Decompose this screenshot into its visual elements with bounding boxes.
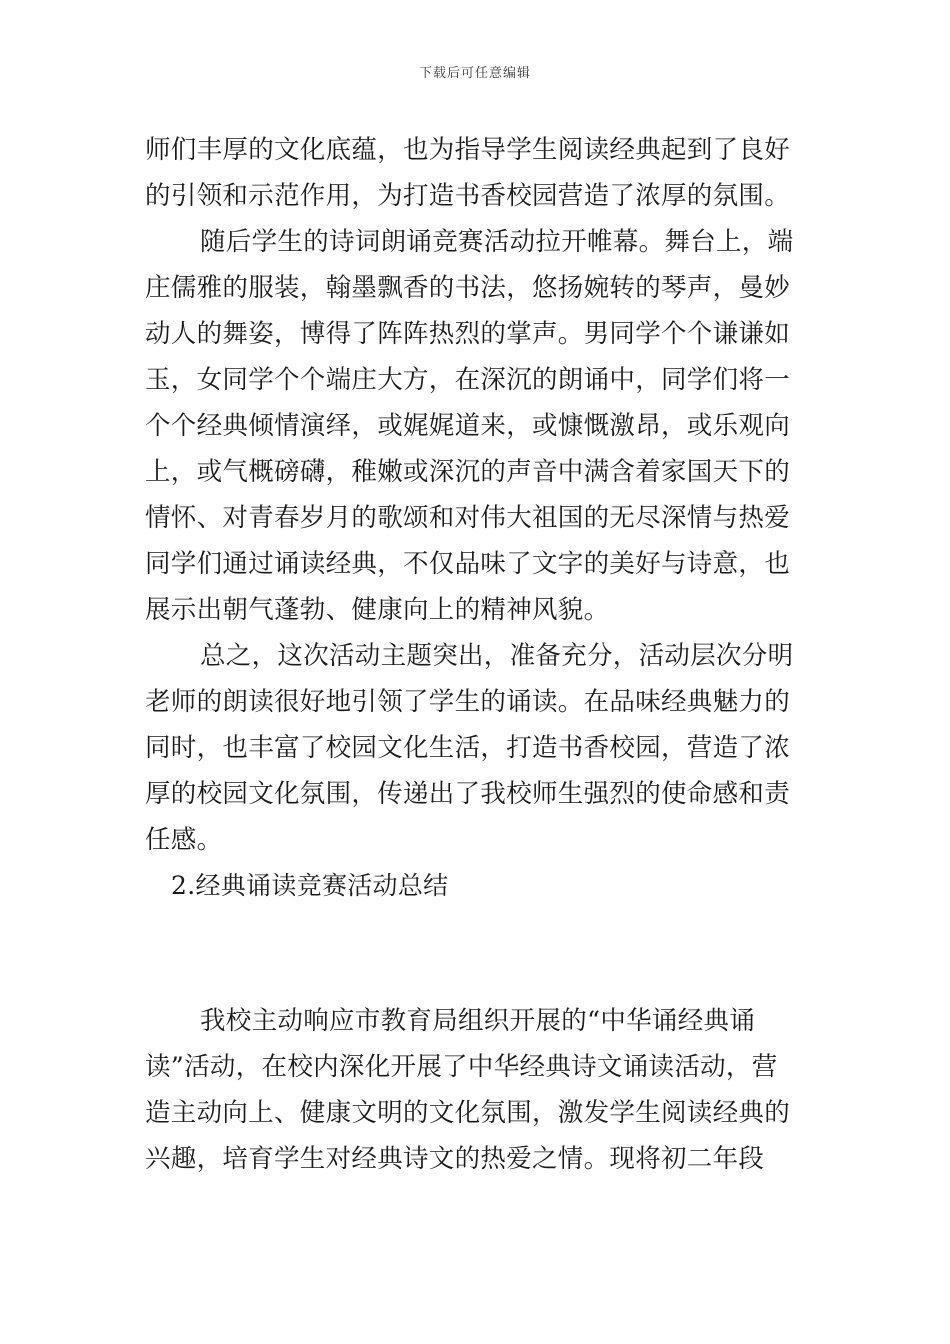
text-line: 读”活动，在校内深化开展了中华经典诗文诵读活动，营	[145, 1052, 778, 1082]
text-line: 庄儒雅的服装，翰墨飘香的书法，悠扬婉转的琴声，曼妙	[145, 273, 791, 303]
text-line: 任感。	[145, 825, 223, 855]
paragraph-summary	[145, 633, 810, 863]
paragraph-continuation	[145, 127, 810, 219]
header-note: 下载后可任意编辑	[418, 66, 531, 81]
text-line: 造主动向上、健康文明的文化氛围，激发学生阅读经典的	[145, 1098, 791, 1128]
spacer	[145, 909, 810, 998]
text-line: 老师的朗读很好地引领了学生的诵读。在品味经典魅力的	[145, 687, 791, 717]
paragraph-intro	[145, 998, 810, 1182]
text-line: 玉，女同学个个端庄大方，在深沉的朗诵中，同学们将一	[145, 365, 791, 395]
text-line: 总之，这次活动主题突出，准备充分，活动层次分明	[200, 641, 794, 671]
text-line: 情怀、对青春岁月的歌颂和对伟大祖国的无尽深情与热爱	[145, 503, 791, 533]
text-line: 兴趣，培育学生对经典诗文的热爱之情。现将初二年段	[145, 1144, 765, 1174]
text-line: 同学们通过诵读经典，不仅品味了文字的美好与诗意，也	[145, 549, 791, 579]
text-line: 上，或气概磅礴，稚嫩或深沉的声音中满含着家国天下的	[145, 457, 791, 487]
text-line: 同时，也丰富了校园文化生活，打造书香校园，营造了浓	[145, 733, 791, 763]
text-line: 我校主动响应市教育局组织开展的“中华诵经典诵	[200, 1006, 756, 1036]
section-heading: 2.经典诵读竞赛活动总结	[171, 871, 449, 900]
text-line: 随后学生的诗词朗诵竞赛活动拉开帷幕。舞台上，端	[200, 227, 794, 257]
text-line: 动人的舞姿，博得了阵阵热烈的掌声。男同学个个谦谦如	[145, 319, 791, 349]
text-line: 师们丰厚的文化底蕴，也为指导学生阅读经典起到了良好	[145, 135, 791, 165]
text-line: 展示出朝气蓬勃、健康向上的精神风貌。	[145, 595, 610, 625]
text-line: 的引领和示范作用，为打造书香校园营造了浓厚的氛围。	[145, 181, 791, 211]
document-body	[145, 127, 810, 1182]
paragraph-poetry-contest	[145, 219, 810, 633]
text-line: 个个经典倾情演绎，或娓娓道来，或慷慨激昂，或乐观向	[145, 411, 791, 441]
text-line: 厚的校园文化氛围，传递出了我校师生强烈的使命感和责	[145, 779, 791, 809]
